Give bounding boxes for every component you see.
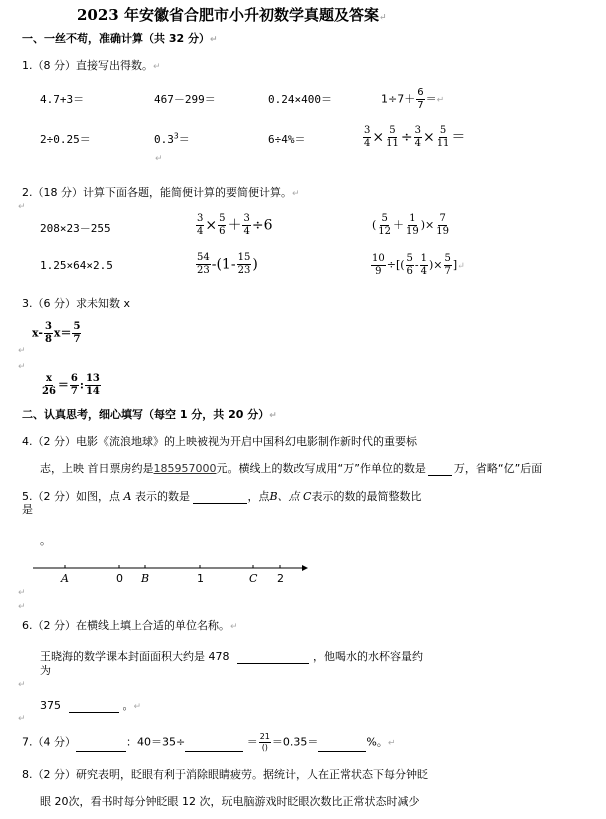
- q5-line-3: 。: [40, 534, 51, 547]
- q3-label-text: 3.（6 分）求未知数 x: [22, 297, 130, 310]
- q7-fraction: [259, 733, 271, 752]
- q1-label-text: 1.（8 分）直接写出得数。: [22, 59, 153, 72]
- q4-number: 185957000: [153, 462, 217, 475]
- q1-item-4: 1÷7＋ $\frac{6}{7}$ ＝↵: [381, 87, 445, 111]
- q7-blank-3[interactable]: [318, 739, 366, 752]
- q2-item-3: ( $\frac{5}{12}$ ＋ $\frac{1}{19}$ )× $\frac{7}{19}$: [372, 213, 450, 237]
- q6-text-b: ，他喝水的水杯容量约: [313, 650, 423, 663]
- q4-blank[interactable]: [428, 463, 452, 476]
- q2-item-4: 1.25×64×2.5: [40, 259, 113, 272]
- q7-text-a: 7.（4 分）: [22, 735, 76, 749]
- para-mark: ↵: [155, 154, 163, 164]
- para-mark: ↵: [18, 714, 26, 724]
- q1-item-6-base: 0.3: [154, 133, 174, 146]
- q4-text-b: 元。横线上的数改写成用“万”作单位的数是: [216, 462, 426, 475]
- q6-label-text: 6.（2 分）在横线上填上合适的单位名称。: [22, 619, 230, 632]
- q5-line-2: 是: [22, 503, 33, 516]
- q6-label: [22, 617, 238, 633]
- q6-line-3: [40, 697, 141, 713]
- q1-item-3: 0.24×400＝: [268, 93, 332, 106]
- q1-item-6-eq: ＝: [178, 133, 190, 146]
- section2-heading: [22, 406, 277, 422]
- q1-item-7: 6÷4%＝: [268, 133, 306, 146]
- q3-eq-1: x- $\frac{3}{8}$ x＝ $\frac{5}{7}$: [32, 321, 81, 345]
- title-text: 2023 年安徽省合肥市小升初数学真题及答案: [77, 6, 379, 24]
- q5-text-d: 表示的数的最简整数比: [311, 490, 422, 503]
- q7-blank-2[interactable]: [185, 739, 243, 752]
- q2-item-6: $\frac{10}{9}$ ÷[( $\frac{5}{6}$ - $\frac{1}{4}$ )× $\frac{5}{7}$ ]↵: [372, 253, 465, 277]
- q4-line-1: 4.（2 分）电影《流浪地球》的上映被视为开启中国科幻电影制作新时代的重要标: [22, 435, 417, 448]
- para-mark: ↵: [18, 680, 26, 690]
- para-mark: ↵: [292, 189, 300, 199]
- q6-line-2: 为: [40, 664, 51, 677]
- page-title: [77, 4, 387, 25]
- q2-label: [22, 184, 300, 200]
- number-line: [30, 560, 310, 590]
- para-mark: ↵: [133, 702, 142, 712]
- q7-text-b: ：40＝35÷: [126, 735, 186, 749]
- q5-point-bc: B、点 C: [269, 490, 312, 503]
- q1-item-5: 2÷0.25＝: [40, 133, 91, 146]
- q5-text-b: 表示的数是: [134, 490, 190, 503]
- q2-item-1: 208×23－255: [40, 222, 111, 235]
- q6-blank-1[interactable]: [237, 651, 309, 664]
- q5-blank-1[interactable]: [193, 491, 247, 504]
- q7-blank-1[interactable]: [76, 739, 126, 752]
- label-0: 0: [116, 572, 123, 585]
- q1-label: [22, 57, 161, 73]
- q1-item-6: [154, 131, 190, 147]
- q2-label-text: 2.（18 分）计算下面各题，能简便计算的要简便计算。: [22, 186, 292, 199]
- para-mark: ↵: [18, 346, 26, 356]
- q2-item-5: $\frac{54}{23}$ -(1- $\frac{15}{23}$ ): [197, 252, 258, 276]
- para-mark: ↵: [230, 622, 238, 632]
- q8-line-1: 8.（2 分）研究表明，眨眼有利于消除眼睛疲劳。据统计，人在正常状态下每分钟眨: [22, 768, 428, 781]
- q6-text-d: 。: [122, 699, 134, 712]
- para-mark: ↵: [457, 261, 465, 272]
- q5-line-1: [22, 488, 421, 504]
- para-mark: ↵: [18, 202, 26, 212]
- para-mark: ↵: [387, 738, 396, 749]
- section1-heading-text: 一、一丝不苟，准确计算（共 32 分）: [22, 32, 210, 45]
- label-1: 1: [197, 572, 204, 585]
- para-mark: ↵: [18, 588, 26, 598]
- q7-num: 21: [259, 732, 270, 741]
- section2-heading-text: 二、认真思考，细心填写（每空 1 分，共 20 分）: [22, 408, 270, 421]
- label-a: A: [61, 572, 69, 585]
- section1-heading: [22, 30, 218, 46]
- q2-item-2: $\frac{3}{4}$ × $\frac{5}{6}$ ＋ $\frac{3}{4}$ ÷6: [197, 213, 273, 237]
- q4-text-a: 志，上映 首日票房约是: [40, 462, 154, 475]
- para-mark: ↵: [18, 602, 26, 612]
- para-mark: ↵: [269, 411, 277, 421]
- q6-blank-2[interactable]: [69, 700, 119, 713]
- q1-item-1: 4.7+3＝: [40, 93, 85, 106]
- q7-text-d: %。: [366, 735, 388, 749]
- q7-text-c: ＝0.35＝: [271, 735, 319, 749]
- q3-eq-2: $\frac{x}{26}$ ＝ $\frac{6}{7}$ : $\frac{13}{14}$: [42, 373, 100, 397]
- para-mark: ↵: [209, 35, 218, 45]
- para-mark: ↵: [18, 362, 26, 372]
- q5-text-c: ，点: [247, 490, 270, 503]
- q1-item-2: 467－299＝: [154, 93, 216, 106]
- label-2: 2: [277, 572, 284, 585]
- q1-item-8: $\frac{3}{4}$ × $\frac{5}{11}$ ÷ $\frac{3}{4}$ × $\frac{5}{11}$ ＝: [364, 125, 466, 149]
- q5-point-a: A: [123, 490, 132, 503]
- para-mark: ↵: [436, 95, 445, 106]
- q7-den[interactable]: (): [261, 743, 268, 752]
- q3-label: [22, 295, 130, 311]
- q6-text-a: 王晓海的数学课本封面面积大约是 478: [40, 650, 230, 663]
- q4-text-c: 万，省略“亿”后面: [453, 462, 543, 475]
- q7-line: 7.（4 分） ：40＝35÷ ＝ $\frac{21}{()}$ ＝0.35＝ %。↵: [22, 732, 396, 752]
- q4-line-2: [40, 460, 542, 476]
- q5-text-a: 5.（2 分）如图，点: [22, 490, 120, 503]
- q8-line-2: 眼 20次，看书时每分钟眨眼 12 次，玩电脑游戏时眨眼次数比正常状态时减少: [40, 795, 420, 808]
- label-c: C: [249, 572, 258, 585]
- number-line-arrow: [302, 565, 308, 571]
- label-b: B: [141, 572, 150, 585]
- para-mark: ↵: [153, 62, 161, 72]
- q6-line-1: [40, 648, 423, 664]
- q6-text-c: 375: [40, 699, 61, 712]
- para-mark: ↵: [378, 13, 387, 23]
- q1-item-6-exp: 3: [173, 131, 179, 141]
